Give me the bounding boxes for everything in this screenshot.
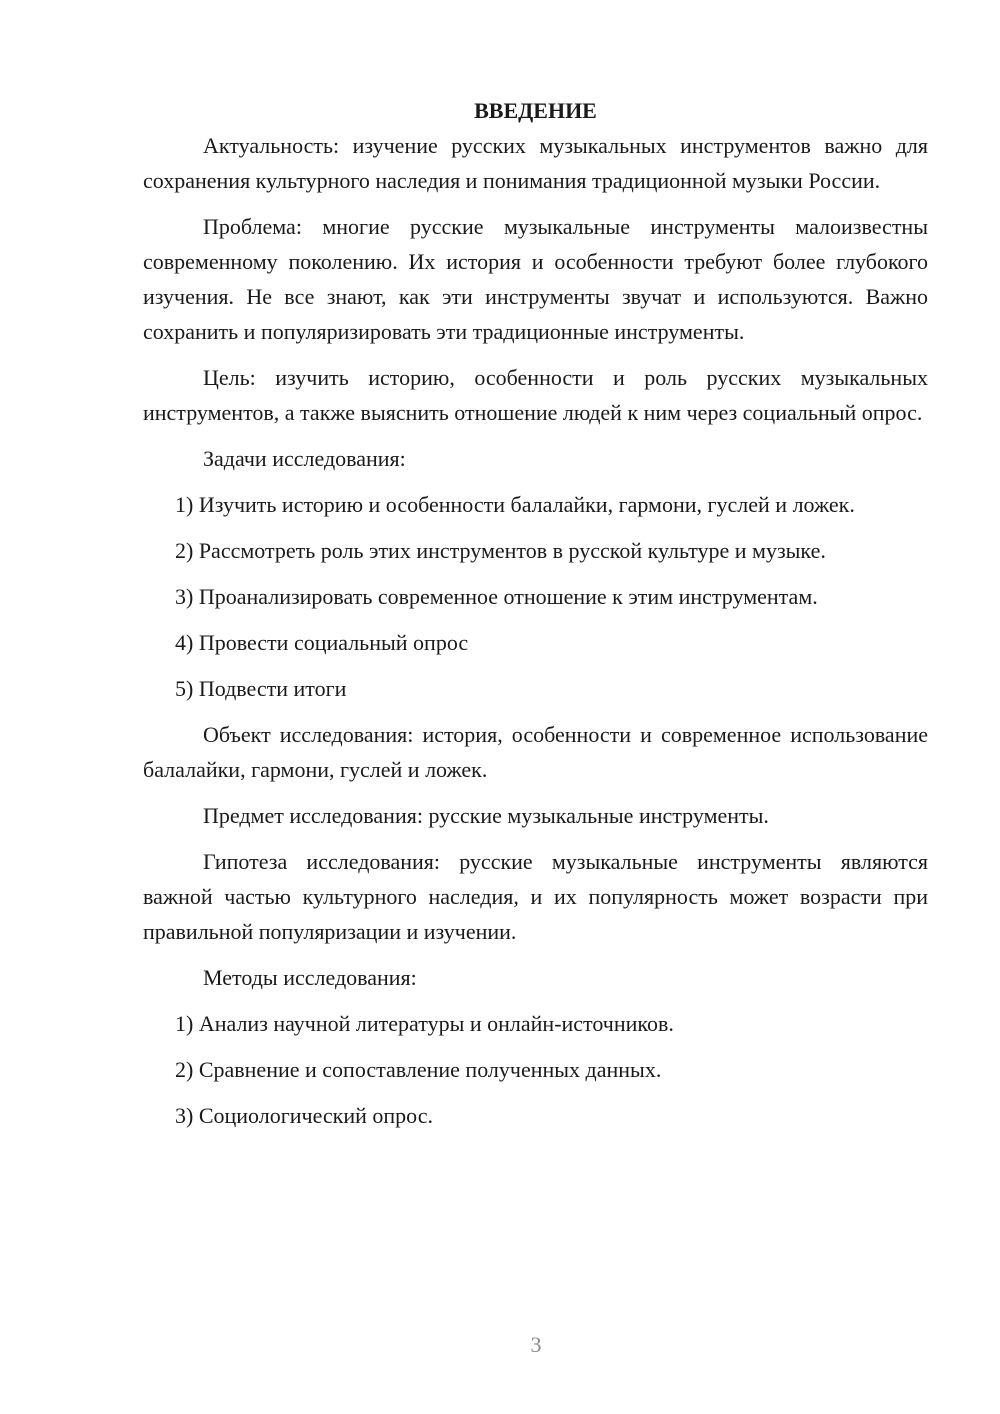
relevance-paragraph: Актуальность: изучение русских музыкальных инструментов важно для сохранения культурного наследия и понимания традиционной музыки России.: [143, 133, 928, 193]
subject-paragraph: Предмет исследования: русские музыкальные инструменты.: [203, 803, 769, 828]
section-heading: ВВЕДЕНИЕ: [474, 98, 597, 123]
document-page: [143, 93, 928, 1144]
problem-paragraph: Проблема: многие русские музыкальные инструменты малоизвестны современному поколению. Их история и особенности требуют более глубокого изучения. Не все знают, как эти инструменты звучат и используются. Важно сохранить и популяризировать эти традиционные инструменты.: [143, 214, 928, 344]
task-item: 1) Изучить историю и особенности балалайки, гармони, гуслей и ложек.: [175, 492, 855, 517]
tasks-heading: Задачи исследования:: [203, 446, 406, 471]
goal-paragraph: Цель: изучить историю, особенности и роль русских музыкальных инструментов, а также выяснить отношение людей к ним через социальный опрос.: [143, 365, 928, 425]
method-item: 2) Сравнение и сопоставление полученных данных.: [175, 1057, 662, 1082]
task-item: 3) Проанализировать современное отношение к этим инструментам.: [175, 584, 818, 609]
method-item: 3) Социологический опрос.: [175, 1103, 433, 1128]
page-number: 3: [530, 1332, 542, 1357]
task-item: 4) Провести социальный опрос: [175, 630, 469, 655]
task-item: 2) Рассмотреть роль этих инструментов в русской культуре и музыке.: [175, 538, 826, 563]
hypothesis-paragraph: Гипотеза исследования: русские музыкальные инструменты являются важной частью культурного наследия, и их популярность может возрасти при правильной популяризации и изучении.: [143, 849, 928, 944]
task-item: 5) Подвести итоги: [175, 676, 347, 701]
object-paragraph: Объект исследования: история, особенности и современное использование балалайки, гармони, гуслей и ложек.: [143, 722, 928, 782]
methods-heading: Методы исследования:: [203, 965, 417, 990]
method-item: 1) Анализ научной литературы и онлайн-источников.: [175, 1011, 674, 1036]
